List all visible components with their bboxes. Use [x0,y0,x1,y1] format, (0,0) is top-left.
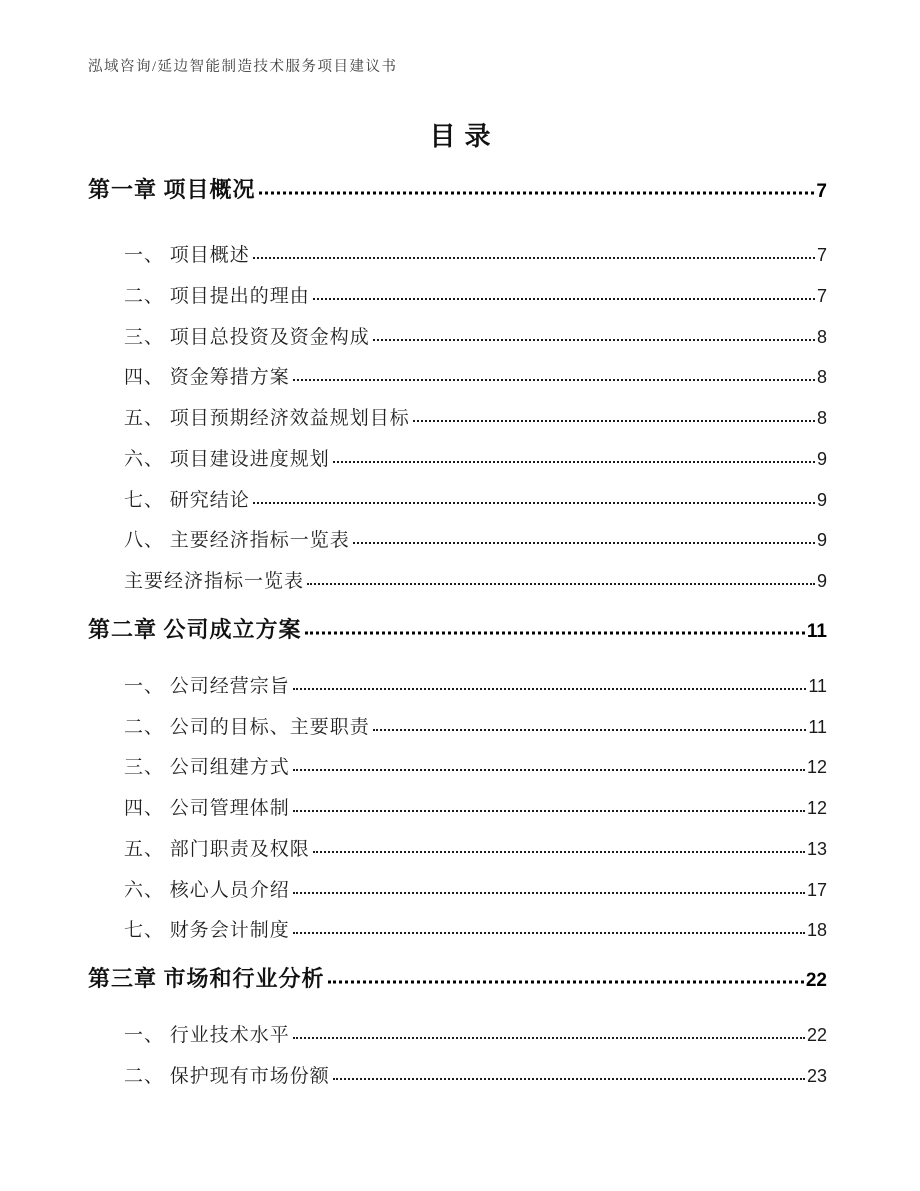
toc-entry-label: 五、 部门职责及权限 [124,838,310,860]
dot-leader [333,461,815,463]
dot-leader [293,810,805,812]
toc-entry-row[interactable] [88,717,827,758]
toc-entry-page-number: 8 [816,326,827,347]
dot-leader [293,932,805,934]
toc-section [88,967,827,1107]
toc-entry-page-number: 7 [816,285,827,306]
dot-leader [307,583,815,585]
toc-entry-label: 一、 行业技术水平 [124,1025,290,1046]
toc-section [88,178,827,612]
toc-entry-row[interactable] [88,449,827,490]
toc-entry-label: 三、 公司组建方式 [124,757,290,779]
dot-leader [293,892,805,894]
toc-entry-label: 一、 公司经营宗旨 [124,675,290,697]
toc-entry-row[interactable] [88,676,827,717]
toc-chapter-label: 第二章 公司成立方案 [88,616,302,642]
toc-entry-row[interactable] [88,1025,827,1066]
dot-leader [293,379,815,381]
toc-entry-row[interactable] [88,408,827,449]
toc-title: 目录 [429,122,500,151]
toc-entry-page-number: 9 [816,448,827,469]
toc-entry-label: 六、 项目建设进度规划 [124,448,330,470]
dot-leader [293,688,807,690]
toc-entry-page-number: 13 [806,838,827,859]
toc-chapter-row[interactable] [88,618,827,644]
dot-leader [373,339,815,341]
dot-leader [305,631,805,634]
dot-leader [353,542,815,544]
toc-entry-row[interactable] [88,757,827,798]
toc-entry-label: 二、 保护现有市场份额 [124,1065,330,1087]
toc-entry-row[interactable] [88,1066,827,1107]
toc-entry-page-number: 22 [806,1025,827,1045]
toc-entry-page-number: 12 [806,757,827,778]
toc-entry-row[interactable] [88,286,827,327]
toc-entry-row[interactable] [88,839,827,880]
dot-leader [253,257,815,259]
toc-chapter-page-number: 22 [805,970,827,991]
toc-entry-page-number: 9 [816,571,827,591]
document-header: 泓域咨询/延边智能制造技术服务项目建议书 [88,59,398,75]
toc-entry-label: 五、 项目预期经济效益规划目标 [124,408,410,429]
toc-entry-row[interactable] [88,490,827,531]
dot-leader [253,502,815,504]
toc-entry-row[interactable] [88,880,827,921]
toc-entry-row[interactable] [88,245,827,286]
toc-entry-row[interactable] [88,367,827,408]
table-of-contents [88,178,827,1107]
toc-entry-page-number: 17 [806,879,827,900]
toc-entry-label: 一、 项目概述 [124,245,250,266]
dot-leader [313,851,805,853]
toc-entry-label: 七、 财务会计制度 [124,920,290,942]
toc-entry-label: 六、 核心人员介绍 [124,879,290,901]
toc-entry-label: 八、 主要经济指标一览表 [124,530,350,552]
toc-entry-label: 二、 公司的目标、主要职责 [124,716,370,738]
dot-leader [333,1078,805,1080]
toc-entry-row[interactable] [88,571,827,612]
toc-entry-row[interactable] [88,920,827,961]
toc-chapter-label: 第三章 市场和行业分析 [88,966,325,991]
toc-entry-page-number: 9 [816,489,827,510]
toc-entry-page-number: 8 [816,408,827,428]
dot-leader [259,192,815,195]
toc-entry-label: 二、 项目提出的理由 [124,285,310,307]
toc-entry-page-number: 9 [816,530,827,551]
toc-entry-page-number: 7 [816,245,827,265]
toc-entry-page-number: 18 [806,920,827,941]
toc-chapter-page-number: 11 [806,620,827,642]
toc-entry-page-number: 12 [806,798,827,818]
dot-leader [313,298,815,300]
toc-entry-page-number: 11 [808,716,827,737]
toc-entry-label: 四、 公司管理体制 [124,798,290,819]
toc-entry-label: 四、 资金筹措方案 [124,367,290,389]
toc-entry-page-number: 11 [808,675,827,696]
toc-chapter-label: 第一章 项目概况 [88,177,256,202]
toc-entry-row[interactable] [88,327,827,368]
dot-leader [293,1037,805,1039]
dot-leader [293,769,805,771]
toc-entry-label: 七、 研究结论 [124,489,250,511]
toc-chapter-row[interactable] [88,967,827,993]
toc-entry-page-number: 8 [816,367,827,388]
toc-entry-row[interactable] [88,530,827,571]
toc-section [88,618,827,961]
toc-chapter-row[interactable] [88,178,827,204]
toc-entry-label: 三、 项目总投资及资金构成 [124,326,370,348]
toc-entry-row[interactable] [88,798,827,839]
dot-leader [373,729,807,731]
toc-entry-label: 主要经济指标一览表 [124,571,305,592]
dot-leader [328,981,804,984]
toc-entry-page-number: 23 [806,1065,827,1086]
dot-leader [413,420,815,422]
toc-chapter-page-number: 7 [816,181,827,202]
